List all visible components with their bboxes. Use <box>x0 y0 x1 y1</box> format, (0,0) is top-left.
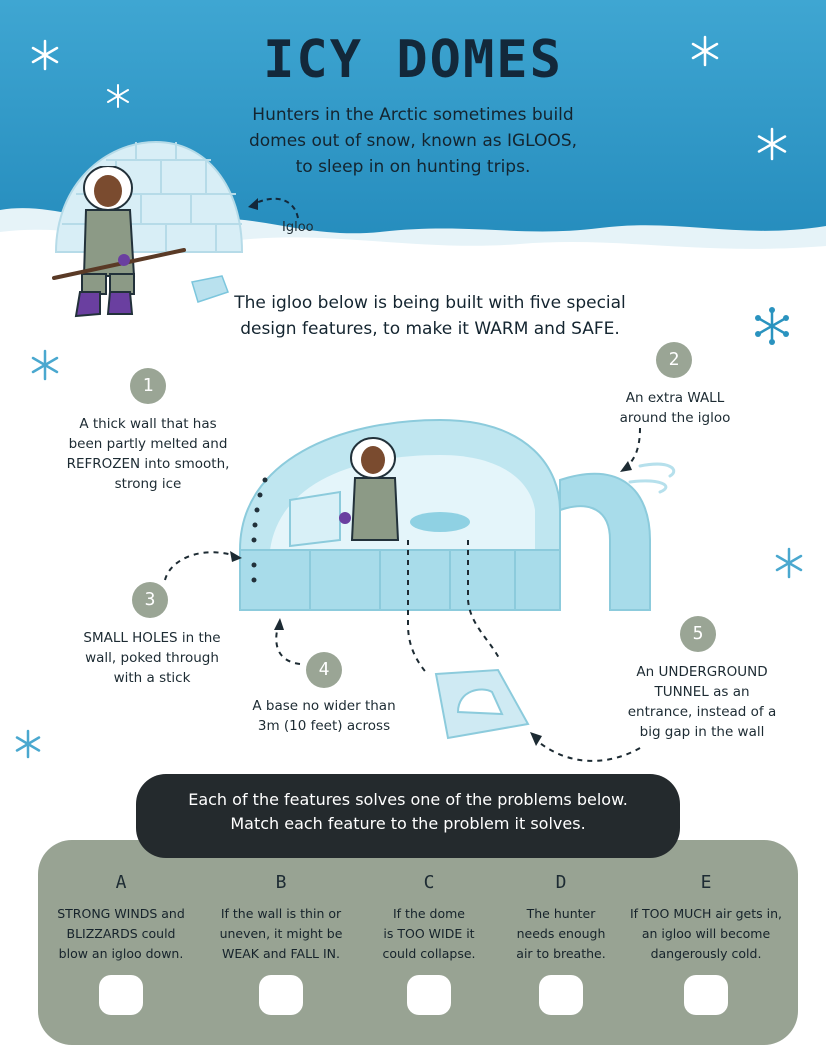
problem-column <box>354 872 504 964</box>
answer-box-c[interactable] <box>407 975 451 1015</box>
problem-column <box>46 872 196 964</box>
feature-description <box>590 388 760 428</box>
problem-letter: E <box>700 872 712 893</box>
lead-line: The igloo below is being built with five special <box>234 293 626 313</box>
problem-column <box>206 872 356 964</box>
feature-line: REFROZEN into smooth, <box>66 456 230 472</box>
instruction-banner <box>136 774 680 858</box>
problem-line: blow an igloo down. <box>58 946 184 961</box>
problem-letter: C <box>423 872 435 893</box>
feature-line: been partly melted and <box>68 436 228 452</box>
intro-line: domes out of snow, known as IGLOOS, <box>248 131 578 151</box>
feature-description <box>614 662 790 742</box>
problem-letter: B <box>275 872 287 893</box>
problem-text <box>618 904 794 964</box>
feature-line: around the igloo <box>619 410 731 426</box>
feature-line: wall, poked through <box>85 650 219 666</box>
page-title: ICY DOMES <box>263 30 563 90</box>
feature-line: A base no wider than <box>252 698 396 714</box>
problem-line: BLIZZARDS could <box>66 926 176 941</box>
problem-line: If the wall is thin or <box>220 906 342 921</box>
feature-line: 3m (10 feet) across <box>257 718 391 734</box>
problem-letter: A <box>115 872 127 893</box>
feature-description <box>48 414 248 494</box>
intro-line: Hunters in the Arctic sometimes build <box>252 105 574 125</box>
problem-line: If the dome <box>393 906 465 921</box>
feature-line: SMALL HOLES in the <box>83 630 221 646</box>
answer-box-d[interactable] <box>539 975 583 1015</box>
feature-number-badge: 2 <box>656 342 692 378</box>
problem-line: WEAK and FALL IN. <box>222 946 340 961</box>
problem-line: could collapse. <box>382 946 476 961</box>
problem-line: air to breathe. <box>516 946 606 961</box>
feature-number-badge: 4 <box>306 652 342 688</box>
feature-number-badge: 3 <box>132 582 168 618</box>
feature-number-badge: 5 <box>680 616 716 652</box>
problem-line: uneven, it might be <box>219 926 343 941</box>
problem-line: STRONG WINDS and <box>57 906 185 921</box>
problem-line: If TOO MUCH air gets in, <box>629 906 782 921</box>
feature-line: big gap in the wall <box>639 724 765 740</box>
problem-text <box>46 904 196 964</box>
feature-line: An UNDERGROUND <box>636 664 768 680</box>
intro-line: to sleep in on hunting trips. <box>295 157 531 177</box>
problem-column <box>618 872 794 964</box>
banner-line: Each of the features solves one of the problems below. <box>188 790 628 809</box>
problem-line: is TOO WIDE it <box>383 926 475 941</box>
igloo-label: Igloo <box>282 220 314 235</box>
answer-box-a[interactable] <box>99 975 143 1015</box>
problem-line: needs enough <box>516 926 606 941</box>
problem-text <box>354 904 504 964</box>
feature-line: An extra WALL <box>625 390 725 406</box>
problem-letter: D <box>555 872 567 893</box>
problem-line: The hunter <box>526 906 596 921</box>
problem-text <box>486 904 636 964</box>
feature-line: A thick wall that has <box>79 416 217 432</box>
problem-line: an igloo will become <box>641 926 771 941</box>
answer-box-e[interactable] <box>684 975 728 1015</box>
answer-box-b[interactable] <box>259 975 303 1015</box>
feature-description <box>62 628 242 688</box>
feature-description <box>234 696 414 736</box>
feature-line: entrance, instead of a <box>627 704 777 720</box>
banner-line: Match each feature to the problem it solves. <box>230 814 586 833</box>
problem-column <box>486 872 636 964</box>
problem-line: dangerously cold. <box>650 946 762 961</box>
lead-line: design features, to make it WARM and SAFE. <box>240 319 620 339</box>
feature-number-badge: 1 <box>130 368 166 404</box>
problem-text <box>206 904 356 964</box>
feature-line: strong ice <box>114 476 182 492</box>
feature-line: with a stick <box>113 670 191 686</box>
feature-line: TUNNEL as an <box>654 684 750 700</box>
